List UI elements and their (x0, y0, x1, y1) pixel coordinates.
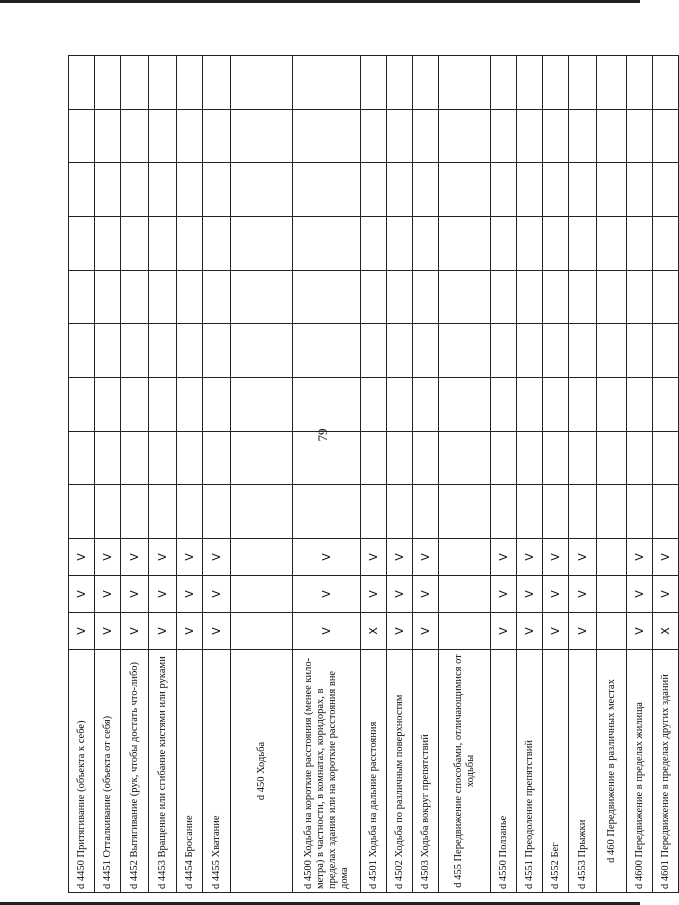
empty-cell (231, 431, 293, 485)
empty-cell (543, 56, 569, 110)
empty-cell (69, 431, 95, 485)
mark-cell (231, 576, 293, 613)
empty-cell (543, 270, 569, 324)
empty-cell (361, 56, 387, 110)
empty-cell (95, 324, 121, 378)
empty-cell (177, 324, 203, 378)
row-label: d 4552 Бег (543, 650, 569, 893)
empty-cell (387, 324, 413, 378)
empty-cell (69, 324, 95, 378)
table-row (543, 56, 569, 893)
empty-cell (627, 56, 653, 110)
row-label: d 4553 Прыжки (569, 650, 597, 893)
mark-cell: V (177, 613, 203, 650)
empty-cell (69, 163, 95, 217)
empty-cell (597, 56, 627, 110)
empty-cell (121, 56, 149, 110)
table-row (361, 56, 387, 893)
empty-cell (517, 431, 543, 485)
empty-cell (653, 163, 679, 217)
mark-cell: X (653, 613, 679, 650)
mark-cell: V (387, 613, 413, 650)
table-row (231, 56, 293, 893)
empty-cell (491, 217, 517, 271)
empty-cell (361, 485, 387, 539)
empty-cell (231, 163, 293, 217)
table-row (627, 56, 653, 893)
empty-cell (517, 270, 543, 324)
table-row (121, 56, 149, 893)
empty-cell (627, 431, 653, 485)
mark-cell: V (361, 539, 387, 576)
empty-cell (597, 217, 627, 271)
table-row (293, 56, 361, 893)
table-row (95, 56, 121, 893)
empty-cell (293, 163, 361, 217)
empty-cell (491, 378, 517, 432)
empty-cell (569, 485, 597, 539)
empty-cell (517, 56, 543, 110)
mark-cell (439, 576, 491, 613)
table-row (387, 56, 413, 893)
row-label: d 4452 Вытягивание (рук, чтобы достать что-либо) (121, 650, 149, 893)
mark-cell: V (413, 539, 439, 576)
mark-cell: V (361, 576, 387, 613)
empty-cell (149, 378, 177, 432)
empty-cell (361, 378, 387, 432)
empty-cell (439, 270, 491, 324)
empty-cell (361, 431, 387, 485)
empty-cell (653, 217, 679, 271)
table-row (569, 56, 597, 893)
empty-cell (149, 217, 177, 271)
empty-cell (413, 270, 439, 324)
empty-cell (121, 431, 149, 485)
empty-cell (231, 217, 293, 271)
row-label: d 455 Передвижение способами, отличающимися от ходьбы (439, 650, 491, 893)
empty-cell (387, 109, 413, 163)
mark-cell: V (491, 539, 517, 576)
empty-cell (413, 217, 439, 271)
mark-cell: V (387, 539, 413, 576)
mark-cell: X (361, 613, 387, 650)
empty-cell (569, 378, 597, 432)
empty-cell (653, 485, 679, 539)
mark-cell: V (627, 576, 653, 613)
row-label: d 4450 Притягивание (объекта к себе) (69, 650, 95, 893)
empty-cell (517, 485, 543, 539)
mark-cell (439, 539, 491, 576)
mark-cell: V (653, 539, 679, 576)
empty-cell (387, 217, 413, 271)
table-row (653, 56, 679, 893)
mark-cell (231, 613, 293, 650)
empty-cell (231, 485, 293, 539)
table-row (491, 56, 517, 893)
empty-cell (203, 163, 231, 217)
empty-cell (569, 217, 597, 271)
empty-cell (231, 109, 293, 163)
rotated-table-container (68, 55, 672, 893)
empty-cell (69, 217, 95, 271)
empty-cell (491, 431, 517, 485)
mark-cell: V (627, 613, 653, 650)
empty-cell (653, 109, 679, 163)
empty-cell (597, 431, 627, 485)
empty-cell (177, 431, 203, 485)
empty-cell (413, 56, 439, 110)
empty-cell (491, 56, 517, 110)
empty-cell (517, 217, 543, 271)
table-row (149, 56, 177, 893)
mark-cell: V (69, 613, 95, 650)
mark-cell: V (203, 539, 231, 576)
empty-cell (491, 270, 517, 324)
empty-cell (569, 324, 597, 378)
empty-cell (627, 378, 653, 432)
table-row (203, 56, 231, 893)
mark-cell: V (387, 576, 413, 613)
empty-cell (95, 163, 121, 217)
empty-cell (543, 217, 569, 271)
mark-cell: V (293, 613, 361, 650)
empty-cell (121, 378, 149, 432)
empty-cell (543, 378, 569, 432)
empty-cell (543, 109, 569, 163)
table-row (69, 56, 95, 893)
empty-cell (653, 56, 679, 110)
row-label: d 4451 Отталкивание (объекта от себя) (95, 650, 121, 893)
empty-cell (439, 56, 491, 110)
row-label: d 460 Передвижение в различных местах (597, 650, 627, 893)
empty-cell (121, 217, 149, 271)
empty-cell (203, 217, 231, 271)
empty-cell (569, 431, 597, 485)
row-label: d 4500 Ходьба на короткие расстояния (менее кило-метра) в частности, в комнатах, коридорах, в пределах здания или на короткие расстояния вне дома (293, 650, 361, 893)
mark-cell: V (121, 576, 149, 613)
empty-cell (413, 163, 439, 217)
empty-cell (121, 485, 149, 539)
empty-cell (653, 270, 679, 324)
table-row (597, 56, 627, 893)
empty-cell (293, 324, 361, 378)
empty-cell (293, 56, 361, 110)
mark-cell: V (413, 576, 439, 613)
empty-cell (293, 270, 361, 324)
mark-cell (439, 613, 491, 650)
empty-cell (387, 378, 413, 432)
empty-cell (149, 324, 177, 378)
mark-cell (231, 539, 293, 576)
mark-cell: V (491, 576, 517, 613)
row-label: d 4550 Ползанье (491, 650, 517, 893)
row-label: d 4501 Ходьба на дальние расстояния (361, 650, 387, 893)
empty-cell (95, 56, 121, 110)
empty-cell (231, 56, 293, 110)
empty-cell (177, 270, 203, 324)
empty-cell (439, 324, 491, 378)
empty-cell (439, 217, 491, 271)
empty-cell (203, 378, 231, 432)
empty-cell (491, 324, 517, 378)
empty-cell (203, 431, 231, 485)
mark-cell (597, 613, 627, 650)
empty-cell (543, 431, 569, 485)
empty-cell (597, 270, 627, 324)
empty-cell (517, 324, 543, 378)
empty-cell (203, 56, 231, 110)
empty-cell (231, 270, 293, 324)
row-label: d 4454 Бросание (177, 650, 203, 893)
mark-cell: V (203, 613, 231, 650)
mark-cell: V (543, 539, 569, 576)
empty-cell (149, 109, 177, 163)
page-number: 79 (315, 428, 330, 442)
empty-cell (491, 485, 517, 539)
mark-cell: V (177, 539, 203, 576)
mark-cell: V (569, 576, 597, 613)
empty-cell (231, 378, 293, 432)
empty-cell (149, 56, 177, 110)
empty-cell (517, 378, 543, 432)
row-label: d 4551 Преодоление препятствий (517, 650, 543, 893)
empty-cell (177, 56, 203, 110)
empty-cell (95, 485, 121, 539)
mark-cell: V (517, 613, 543, 650)
mark-cell: V (293, 539, 361, 576)
empty-cell (413, 431, 439, 485)
empty-cell (95, 378, 121, 432)
mark-cell: V (149, 613, 177, 650)
empty-cell (293, 217, 361, 271)
empty-cell (597, 163, 627, 217)
empty-cell (439, 163, 491, 217)
row-label: d 4502 Ходьба по различным поверхностям (387, 650, 413, 893)
row-label: d 450 Ходьба (231, 650, 293, 893)
empty-cell (517, 163, 543, 217)
mark-cell: V (177, 576, 203, 613)
empty-cell (387, 270, 413, 324)
mark-cell: V (543, 613, 569, 650)
empty-cell (149, 270, 177, 324)
empty-cell (149, 163, 177, 217)
empty-cell (203, 485, 231, 539)
empty-cell (387, 485, 413, 539)
empty-cell (413, 324, 439, 378)
empty-cell (569, 109, 597, 163)
empty-cell (597, 324, 627, 378)
mark-cell (597, 576, 627, 613)
empty-cell (387, 56, 413, 110)
empty-cell (361, 163, 387, 217)
empty-cell (597, 109, 627, 163)
table-row (517, 56, 543, 893)
mark-cell: V (543, 576, 569, 613)
mark-cell: V (95, 613, 121, 650)
empty-cell (439, 485, 491, 539)
mark-cell: V (203, 576, 231, 613)
mark-cell: V (653, 576, 679, 613)
row-label: d 4503 Ходьба вокруг препятствий (413, 650, 439, 893)
empty-cell (95, 109, 121, 163)
empty-cell (653, 378, 679, 432)
empty-cell (293, 485, 361, 539)
empty-cell (569, 56, 597, 110)
mark-cell: V (69, 539, 95, 576)
table-row (413, 56, 439, 893)
empty-cell (121, 324, 149, 378)
row-label: d 4455 Хватание (203, 650, 231, 893)
mark-cell: V (95, 576, 121, 613)
empty-cell (121, 270, 149, 324)
empty-cell (387, 431, 413, 485)
mark-cell: V (517, 576, 543, 613)
empty-cell (439, 109, 491, 163)
empty-cell (627, 163, 653, 217)
empty-cell (491, 109, 517, 163)
empty-cell (569, 163, 597, 217)
empty-cell (361, 270, 387, 324)
empty-cell (149, 431, 177, 485)
empty-cell (543, 324, 569, 378)
empty-cell (439, 431, 491, 485)
mark-cell: V (517, 539, 543, 576)
empty-cell (69, 109, 95, 163)
empty-cell (361, 324, 387, 378)
mark-cell: V (149, 539, 177, 576)
mark-cell (597, 539, 627, 576)
row-label: d 4453 Вращение или сгибание кистями или руками (149, 650, 177, 893)
empty-cell (439, 378, 491, 432)
mark-cell: V (627, 539, 653, 576)
empty-cell (121, 109, 149, 163)
row-label: d 4600 Передвижение в пределах жилища (627, 650, 653, 893)
mark-cell: V (149, 576, 177, 613)
table-row (177, 56, 203, 893)
empty-cell (491, 163, 517, 217)
empty-cell (653, 324, 679, 378)
empty-cell (627, 109, 653, 163)
mark-cell: V (69, 576, 95, 613)
empty-cell (69, 378, 95, 432)
mark-cell: V (569, 613, 597, 650)
empty-cell (177, 163, 203, 217)
empty-cell (627, 217, 653, 271)
empty-cell (95, 217, 121, 271)
empty-cell (177, 485, 203, 539)
empty-cell (69, 270, 95, 324)
empty-cell (293, 431, 361, 485)
empty-cell (543, 485, 569, 539)
empty-cell (69, 485, 95, 539)
empty-cell (95, 270, 121, 324)
empty-cell (413, 109, 439, 163)
empty-cell (597, 378, 627, 432)
mark-cell: V (569, 539, 597, 576)
empty-cell (597, 485, 627, 539)
empty-cell (387, 163, 413, 217)
empty-cell (627, 270, 653, 324)
table-row (439, 56, 491, 893)
empty-cell (413, 485, 439, 539)
empty-cell (653, 431, 679, 485)
empty-cell (361, 109, 387, 163)
empty-cell (121, 163, 149, 217)
empty-cell (231, 324, 293, 378)
mark-cell: V (491, 613, 517, 650)
mark-cell: V (121, 613, 149, 650)
empty-cell (627, 324, 653, 378)
scan-edge-top (0, 0, 640, 3)
empty-cell (203, 109, 231, 163)
empty-cell (149, 485, 177, 539)
mark-cell: V (95, 539, 121, 576)
empty-cell (177, 109, 203, 163)
empty-cell (177, 217, 203, 271)
mark-cell: V (413, 613, 439, 650)
empty-cell (203, 324, 231, 378)
assessment-table (68, 55, 679, 893)
empty-cell (517, 109, 543, 163)
empty-cell (293, 378, 361, 432)
empty-cell (95, 431, 121, 485)
empty-cell (569, 270, 597, 324)
empty-cell (177, 378, 203, 432)
empty-cell (627, 485, 653, 539)
mark-cell: V (121, 539, 149, 576)
empty-cell (361, 217, 387, 271)
row-label: d 4601 Передвижение в пределах других зданий (653, 650, 679, 893)
empty-cell (413, 378, 439, 432)
empty-cell (293, 109, 361, 163)
empty-cell (69, 56, 95, 110)
empty-cell (203, 270, 231, 324)
empty-cell (543, 163, 569, 217)
mark-cell: V (293, 576, 361, 613)
